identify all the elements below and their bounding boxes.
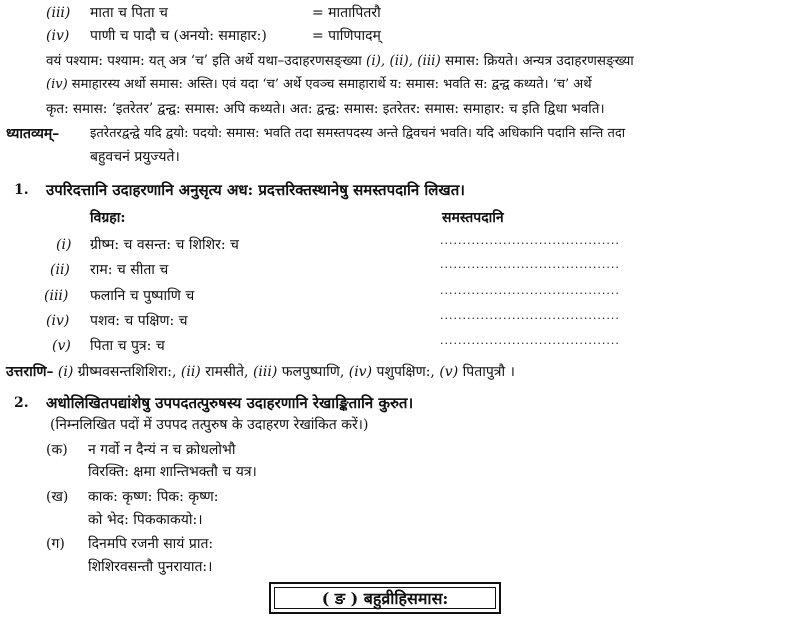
example-text: पाणी च पादौ च (अनयो: समाहार:) [90, 28, 267, 44]
row-text: राम: च सीता च [90, 262, 169, 278]
answer-number: (v) [439, 364, 459, 380]
row-number: (i) [56, 237, 72, 253]
verse-label: (क) [46, 442, 68, 458]
answer-number: (i) [57, 364, 74, 380]
row-text: पशव: च पक्षिण: च [90, 313, 188, 329]
answer-text: ग्रीष्मवसन्तशिशिरा:, [77, 364, 177, 380]
para-refs: (iv) [46, 77, 68, 92]
verse-line: काक: कृष्ण: पिक: कृष्ण: [88, 489, 219, 505]
para-line-2 [46, 75, 592, 95]
example-number: (iii) [46, 5, 71, 21]
verse-line: न गर्वो न दैन्यं न च क्रोधलोभौ [88, 442, 236, 458]
question-number: 1. [14, 182, 29, 198]
row-number: (iv) [46, 313, 70, 329]
answer-text: पितापुत्रौ । [462, 364, 515, 380]
row-text: ग्रीष्म: च वसन्त: च शिशिर: च [90, 237, 239, 253]
answer-number: (ii) [180, 364, 201, 380]
note-text: इतरेतरद्वन्द्वे यदि द्वयो: पदयो: समास: भवति तदा समस्तपदस्य अन्ते द्विवचनं भवति। यदि अधिकानि पदानि सन्ति तदा [90, 126, 626, 141]
answer-blank: ........................................ [440, 284, 620, 297]
question-number: 2. [14, 395, 29, 411]
note-label: ध्यातव्यम्– [6, 126, 60, 142]
column-header: विग्रहा: [90, 210, 126, 226]
answer-text: रामसीते, [205, 364, 249, 380]
example-text: माता च पिता च [90, 5, 168, 21]
question-subtext: (निम्नलिखित पदों में उपपद तत्पुरुष के उदाहरण रेखांकित करें।) [50, 417, 369, 433]
column-header: समस्तपदानि [442, 210, 504, 226]
answers-label: उत्तराणि– [6, 364, 54, 380]
para-line-3: कृत: समास: ‘इतरेतर’ द्वन्द्व: समास: अपि कथ्यते। अत: द्वन्द्व: समास: इतरेतर: समास: समाहार: च इति द्विधा भवति। [46, 101, 605, 117]
row-text: फलानि च पुष्पाणि च [90, 288, 195, 304]
note-text: बहुवचनं प्रयुज्यते। [90, 149, 180, 165]
para-text: वयं पश्याम: पश्याम: यत् अत्र ‘च’ इति अर्थे यथा–उदाहरणसङ्ख्या [46, 53, 362, 69]
verse-line: दिनमपि रजनी सायं प्रात: [88, 536, 214, 552]
answer-number: (iii) [252, 364, 278, 380]
row-text: पिता च पुत्र: च [90, 338, 165, 354]
answer-blank: ........................................ [440, 234, 620, 247]
answer-blank: ........................................ [440, 334, 620, 347]
answers-line [6, 362, 515, 382]
answer-text: पशुपक्षिण:, [376, 364, 435, 380]
example-number: (iv) [46, 28, 70, 44]
question-text: अधोलिखितपद्यांशेषु उपपदतत्पुरुषस्य उदाहरणानि रेखाङ्कितानि कुरुत। [46, 394, 414, 412]
para-text: समास: क्रियते। अन्यत्र उदाहरणसङ्ख्या [445, 53, 634, 69]
para-refs: (i), (ii), (iii) [366, 53, 441, 69]
verse-line: विरक्ति: क्षमा शान्तिभक्तौ च यत्र। [88, 464, 257, 480]
answer-blank: ........................................ [440, 309, 620, 322]
row-number: (ii) [50, 262, 70, 278]
verse-label: (ग) [46, 536, 65, 552]
row-number: (iii) [44, 288, 69, 304]
section-title-box [269, 582, 501, 614]
verse-label: (ख) [46, 489, 69, 505]
row-number: (v) [52, 338, 71, 354]
question-text: उपरिदत्तानि उदाहरणानि अनुसृत्य अध: प्रदत्तरिक्तस्थानेषु समस्तपदानि लिखत। [46, 181, 465, 199]
para-text: समाहारस्य अर्थो समास: अस्ति। एवं यदा ‘च’ अर्थे एवञ्च समाहारार्थे य: समास: भवति स: द्वन्द्व कथ्यते। ‘च’ अर्थे [71, 77, 592, 92]
section-title: ( ङ ) बहुव्रीहिसमास: [274, 587, 496, 609]
verse-line: को भेद: पिककाकयो:। [88, 512, 203, 528]
answer-blank: ........................................ [440, 258, 620, 271]
example-result: = पाणिपादम् [312, 28, 381, 44]
answer-number: (iv) [348, 364, 373, 380]
example-result: = मातापितरौ [312, 5, 381, 21]
answer-text: फलपुष्पाणि, [281, 364, 345, 380]
para-line-1 [46, 51, 634, 71]
verse-line: शिशिरवसन्तौ पुनरायात:। [88, 559, 213, 575]
